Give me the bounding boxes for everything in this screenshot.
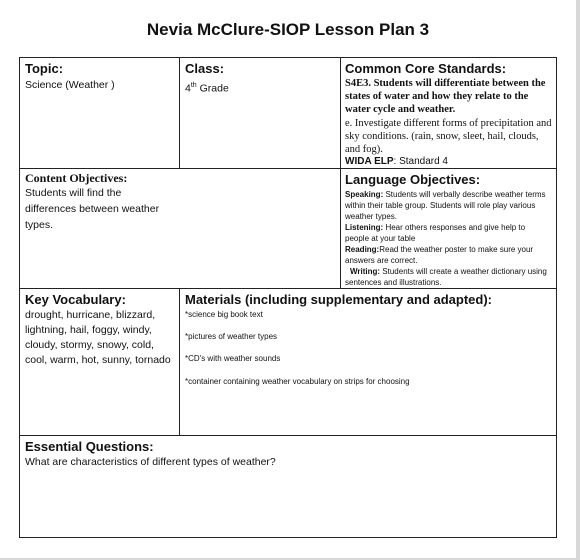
- vocabulary-heading: Key Vocabulary:: [25, 292, 126, 307]
- language-listening: [345, 222, 535, 244]
- standard-s4e3: S4E3. Students will differentiate between the states of water and how they relate to the water cycle and weather.: [345, 78, 546, 115]
- content-objectives-heading: Content Objectives:: [25, 171, 128, 185]
- content-objectives-cell: [19, 168, 341, 289]
- class-value: [185, 78, 229, 97]
- listening-text: Hear others responses and give help to people at your table: [345, 223, 526, 243]
- topic-cell: [19, 57, 180, 169]
- language-reading: [345, 244, 550, 266]
- materials-heading: Materials (including supplementary and adapted):: [185, 292, 492, 307]
- language-speaking: [345, 189, 555, 222]
- writing-label: Writing:: [350, 267, 381, 276]
- essential-questions-text: What are characteristics of different types of weather?: [25, 456, 276, 468]
- standard-item-e: e. Investigate different forms of precipitation and sky conditions. (rain, snow, sleet, hail, clouds, and fog).: [345, 118, 552, 155]
- page-title: Nevia McClure-SIOP Lesson Plan 3: [146, 20, 430, 39]
- language-objectives-heading: Language Objectives:: [345, 172, 481, 187]
- speaking-label: Speaking:: [345, 190, 384, 199]
- essential-questions-cell: [19, 435, 557, 538]
- wida-value: : Standard 4: [393, 156, 448, 167]
- vocabulary-line: lightning, hail, foggy, windy,: [25, 324, 152, 336]
- wida-label: WIDA ELP: [345, 156, 394, 167]
- writing-text: Students will create a weather dictionary using sentences and illustrations.: [345, 267, 547, 287]
- language-objectives-cell: [340, 168, 557, 289]
- standards-cell: [340, 57, 557, 169]
- wida-standard: [345, 156, 448, 168]
- grade-number: 4: [185, 82, 191, 95]
- grade-suffix: th: [190, 82, 197, 89]
- essential-questions-heading: Essential Questions:: [25, 439, 154, 454]
- class-cell: [179, 57, 341, 169]
- grade-word: Grade: [196, 82, 229, 95]
- topic-heading: Topic:: [25, 61, 64, 76]
- speaking-text: Students will verbally describe weather terms within their table group. Students will role play various weather types.: [345, 190, 546, 221]
- standards-heading: Common Core Standards:: [345, 61, 507, 76]
- topic-value: Science (Weather ): [25, 79, 115, 91]
- vocabulary-cell: [19, 288, 180, 436]
- content-objectives-text: Students will find the differences between weather types.: [25, 187, 160, 231]
- reading-text: Read the weather poster to make sure your answers are correct.: [345, 245, 534, 265]
- listening-label: Listening:: [345, 223, 384, 232]
- vocabulary-line: cloudy, stormy, snowy, cold,: [25, 339, 154, 351]
- materials-item: *CD's with weather sounds: [185, 354, 281, 363]
- materials-item: *science big book text: [185, 310, 263, 319]
- vocabulary-line: cool, warm, hot, sunny, tornado: [25, 354, 171, 366]
- reading-label: Reading:: [345, 245, 380, 254]
- vocabulary-line: drought, hurricane, blizzard,: [25, 309, 156, 321]
- class-heading: Class:: [185, 61, 225, 76]
- materials-cell: [179, 288, 557, 436]
- language-writing: [345, 266, 555, 288]
- materials-item: *pictures of weather types: [185, 332, 278, 341]
- materials-item: *container containing weather vocabulary on strips for choosing: [185, 377, 410, 386]
